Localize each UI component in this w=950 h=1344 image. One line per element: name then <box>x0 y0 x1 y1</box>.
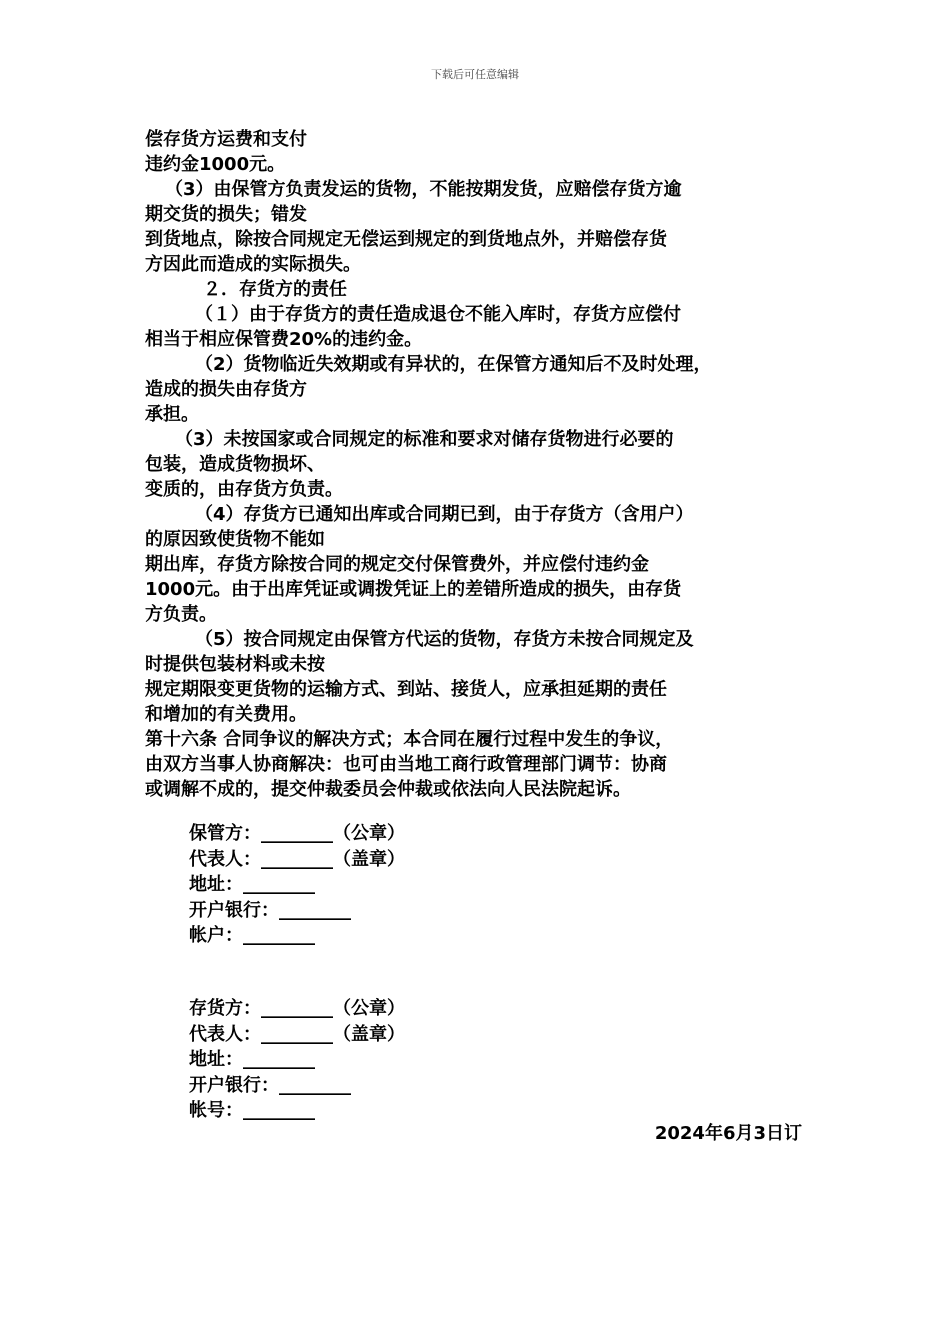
keeper-account-line: 帐户：________ <box>189 925 315 946</box>
text-line: （3）由保管方负责发运的货物，不能按期发货，应赔偿存货方逾 <box>165 179 682 200</box>
contract-body <box>145 127 825 802</box>
text-line: （１）由于存货方的责任造成退仓不能入库时，存货方应偿付 <box>195 304 681 325</box>
text-line: 相当于相应保管费20%的违约金。 <box>145 329 423 350</box>
depositor-bank-line: 开户银行：________ <box>189 1074 351 1096</box>
keeper-party-line: 保管方：________（公章） <box>189 823 405 844</box>
text-line: 期交货的损失；错发 <box>145 204 307 225</box>
keeper-signature-block <box>189 821 405 949</box>
depositor-address-line: 地址：________ <box>189 1049 315 1070</box>
text-line: 1000元。由于出库凭证或调拨凭证上的差错所造成的损失，由存货 <box>145 579 682 600</box>
text-line: 方因此而造成的实际损失。 <box>145 254 361 275</box>
text-line: 包装，造成货物损坏、 <box>145 454 325 475</box>
depositor-signature-block <box>189 996 405 1124</box>
text-line: 由双方当事人协商解决：也可由当地工商行政管理部门调节：协商 <box>145 754 667 775</box>
keeper-address-line: 地址：________ <box>189 874 315 895</box>
text-line: 造成的损失由存货方 <box>145 379 307 400</box>
text-line: 承担。 <box>145 404 199 425</box>
text-line: 方负责。 <box>145 604 217 625</box>
text-line: 或调解不成的，提交仲裁委员会仲裁或依法向人民法院起诉。 <box>145 779 631 800</box>
text-line: 偿存货方运费和支付 <box>145 129 307 150</box>
text-line: （5）按合同规定由保管方代运的货物，存货方未按合同规定及 <box>195 629 694 650</box>
page-header: 下载后可任意编辑 <box>431 68 519 81</box>
keeper-bank-line: 开户银行：________ <box>189 899 351 921</box>
text-line: 的原因致使货物不能如 <box>145 529 325 550</box>
depositor-account-line: 帐号：________ <box>189 1100 315 1121</box>
keeper-representative-line: 代表人：________（盖章） <box>189 848 405 870</box>
section-heading: ２．存货方的责任 <box>203 279 347 300</box>
text-line: 违约金1000元。 <box>145 154 286 175</box>
depositor-representative-line: 代表人：________（盖章） <box>189 1023 405 1045</box>
text-line: （3）未按国家或合同规定的标准和要求对储存货物进行必要的 <box>175 429 674 450</box>
text-line: 变质的，由存货方负责。 <box>145 479 343 500</box>
text-line: （2）货物临近失效期或有异状的，在保管方通知后不及时处理， <box>195 354 712 375</box>
text-line: 和增加的有关费用。 <box>145 704 307 725</box>
text-line: 规定期限变更货物的运输方式、到站、接货人，应承担延期的责任 <box>145 679 667 700</box>
text-line: 期出库，存货方除按合同的规定交付保管费外，并应偿付违约金 <box>145 554 649 575</box>
contract-date: 2024年6月3日订 <box>654 1123 802 1144</box>
text-line: （4）存货方已通知出库或合同期已到，由于存货方（含用户） <box>195 504 694 525</box>
text-line: 到货地点，除按合同规定无偿运到规定的到货地点外，并赔偿存货 <box>145 229 667 250</box>
text-line: 时提供包装材料或未按 <box>145 654 325 675</box>
article-sixteen: 第十六条 合同争议的解决方式；本合同在履行过程中发生的争议， <box>145 729 674 750</box>
depositor-party-line: 存货方：________（公章） <box>189 998 405 1019</box>
